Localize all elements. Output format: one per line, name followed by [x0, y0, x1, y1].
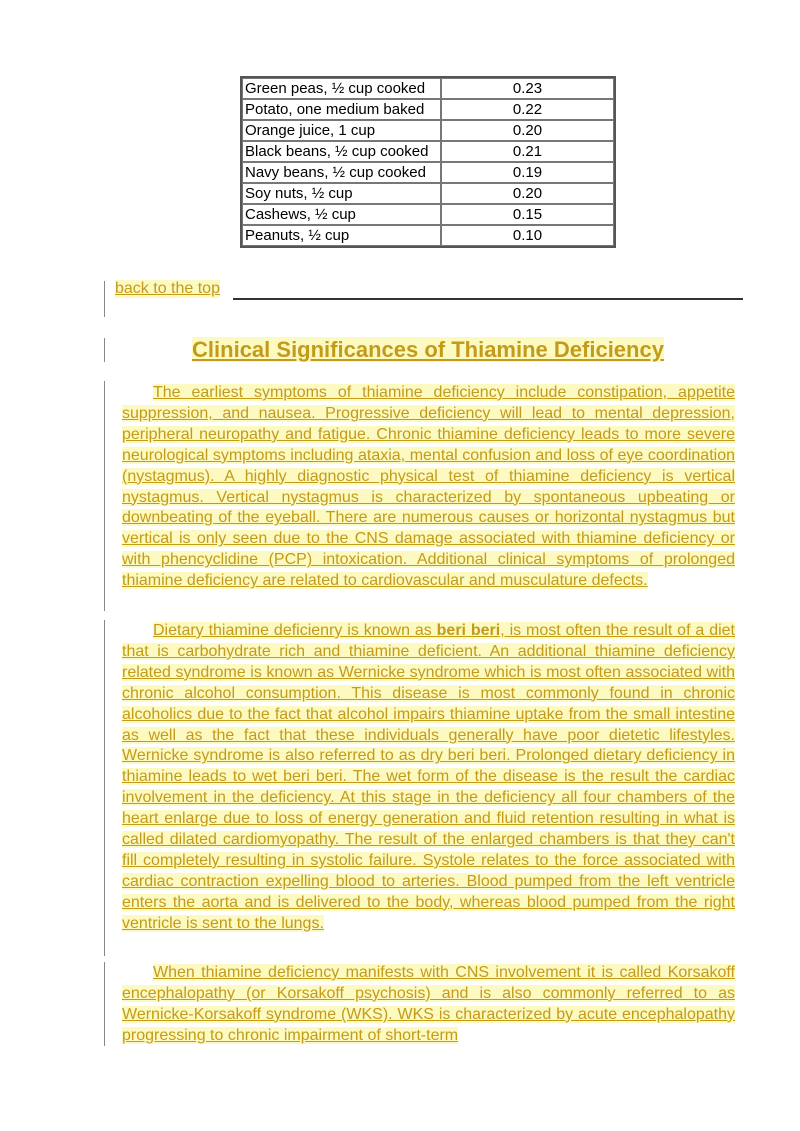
food-cell: Orange juice, 1 cup	[242, 120, 441, 141]
change-bar	[104, 381, 105, 611]
value-cell: 0.19	[441, 162, 614, 183]
paragraph-symptoms	[122, 383, 735, 592]
horizontal-rule	[233, 298, 743, 300]
change-bar	[104, 620, 105, 956]
food-cell: Navy beans, ½ cup cooked	[242, 162, 441, 183]
change-bar	[104, 281, 105, 317]
paragraph-text: When thiamine deficiency manifests with CNS involvement it is called Korsakoff encephalopathy (or Korsakoff psychosis) and is also commonly referred to as Wernicke-Korsakoff syndrome (WKS). WKS is characterized by acute encephalopathy progressing to chronic impairment of short-term	[122, 964, 735, 1044]
beri-beri-term: beri beri	[436, 622, 501, 639]
paragraph-text: , is most often the result of a diet that is carbohydrate rich and thiamine deficient. An additional thiamine deficiency related syndrome is known as Wernicke syndrome which is most often associated with chronic alcohol consumption. This disease is most commonly found in chronic alcoholics due to the fact that alcohol impairs thiamine uptake from the small intestine as well as the fact that these individuals generally have poor dietetic lifestyles. Wernicke syndrome is also referred to as dry beri beri. Prolonged dietary deficiency in thiamine leads to wet beri beri. The wet form of the disease is the result the cardiac involvement in the deficiency. At this stage in the deficiency all four chambers of the heart enlarge due to loss of energy generation and fluid retention resulting in what is called dilated cardiomyopathy. The result of the enlarged chambers is that they can't fill completely resulting in systolic failure. Systole relates to the force associated with cardiac contraction expelling blood to arteries. Blood pumped from the left ventricle enters the aorta and is delivered to the body, whereas blood pumped from the right ventricle is sent to the lungs.	[122, 622, 735, 932]
heading-text: Clinical Significances of Thiamine Deficiency	[192, 337, 664, 362]
table-row	[242, 120, 614, 141]
paragraph-text: Dietary thiamine deficienry is known as	[153, 622, 437, 639]
food-cell: Black beans, ½ cup cooked	[242, 141, 441, 162]
food-cell: Potato, one medium baked	[242, 99, 441, 120]
value-cell: 0.20	[441, 120, 614, 141]
table-row	[242, 99, 614, 120]
table-row	[242, 141, 614, 162]
paragraph-text: The earliest symptoms of thiamine deficiency include constipation, appetite suppression, and nausea. Progressive deficiency will lead to mental depression, peripheral neuropathy and fatigue. Chronic thiamine deficiency leads to more severe neurological symptoms including ataxia, mental confusion and loss of eye coordination (nystagmus). A highly diagnostic physical test of thiamine deficiency is vertical nystagmus. Vertical nystagmus is characterized by spontaneous upbeating or downbeating of the eyeball. There are numerous causes or horizontal nystagmus but vertical is only seen due to the CNS damage associated with thiamine deficiency or with phencyclidine (PCP) intoxication. Additional clinical symptoms of prolonged thiamine deficiency are related to cardiovascular and musculature defects.	[122, 384, 735, 590]
section-heading	[122, 336, 734, 364]
paragraph-wks	[122, 963, 735, 1047]
value-cell: 0.20	[441, 183, 614, 204]
change-bar	[104, 338, 105, 362]
back-to-top-link[interactable]: back to the top	[115, 280, 220, 297]
table-row	[242, 183, 614, 204]
value-cell: 0.10	[441, 225, 614, 246]
change-bar	[104, 962, 105, 1046]
food-cell: Peanuts, ½ cup	[242, 225, 441, 246]
food-cell: Soy nuts, ½ cup	[242, 183, 441, 204]
paragraph-beri-beri	[122, 621, 735, 935]
value-cell: 0.15	[441, 204, 614, 225]
value-cell: 0.21	[441, 141, 614, 162]
table-row	[242, 162, 614, 183]
table-row	[242, 225, 614, 246]
table-row	[242, 78, 614, 99]
thiamine-content-table	[240, 76, 616, 248]
value-cell: 0.22	[441, 99, 614, 120]
table-row	[242, 204, 614, 225]
value-cell: 0.23	[441, 78, 614, 99]
food-cell: Cashews, ½ cup	[242, 204, 441, 225]
food-cell: Green peas, ½ cup cooked	[242, 78, 441, 99]
